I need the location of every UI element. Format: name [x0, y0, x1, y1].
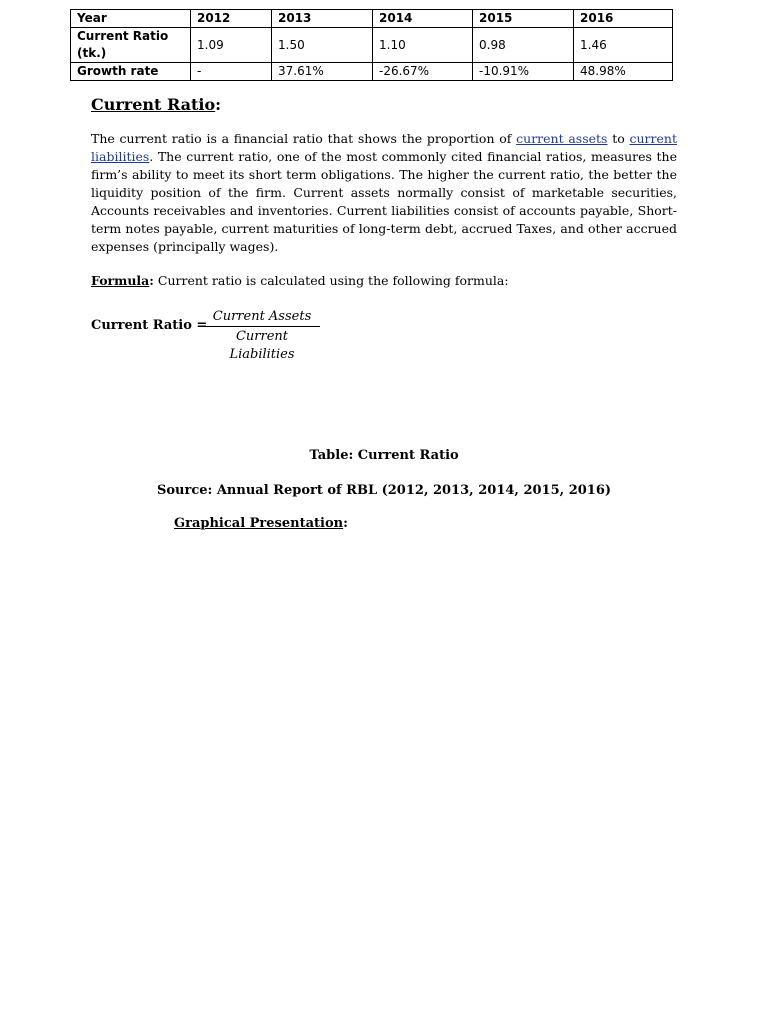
table-cell: 48.98% — [574, 63, 673, 81]
current-assets-link[interactable]: current assets — [516, 131, 608, 146]
table-title: Table: Current Ratio — [309, 448, 459, 463]
formula-label-text: Formula — [91, 273, 150, 288]
table-cell: 1.50 — [272, 28, 373, 63]
definition-paragraph — [91, 130, 677, 256]
current-liabilities-link[interactable]: current liabilities — [91, 131, 677, 164]
table-row-year — [71, 10, 673, 28]
row-label: Current Ratio (tk.) — [71, 28, 191, 63]
table-cell: 2015 — [473, 10, 574, 28]
formula-intro — [91, 272, 509, 290]
paragraph-text: to — [607, 131, 630, 146]
paragraph-text: The current ratio is a financial ratio that shows the proportion of — [91, 131, 517, 146]
table-cell: 2013 — [272, 10, 373, 28]
equation-fraction — [204, 308, 320, 364]
graph-label-colon: : — [343, 516, 348, 531]
formula-intro-text: Current ratio is calculated using the following formula: — [153, 273, 509, 288]
formula-label — [91, 273, 154, 288]
current-ratio-table — [70, 9, 673, 81]
graphical-presentation-heading — [174, 515, 348, 533]
formula-label-colon: : — [149, 273, 154, 288]
equation-lhs: Current Ratio = — [91, 318, 208, 333]
table-row-current-ratio — [71, 28, 673, 63]
section-heading — [91, 95, 221, 115]
row-label: Year — [71, 10, 191, 28]
table-cell: 1.46 — [574, 28, 673, 63]
graph-label-text: Graphical Presentation — [174, 516, 344, 531]
table-cell: 2012 — [191, 10, 272, 28]
table-cell: 2016 — [574, 10, 673, 28]
table-cell: -10.91% — [473, 63, 574, 81]
table-cell: 1.09 — [191, 28, 272, 63]
equation-denominator: Current Liabilities — [229, 329, 295, 362]
table-row-growth-rate — [71, 63, 673, 81]
row-label: Growth rate — [71, 63, 191, 81]
heading-colon: : — [215, 95, 222, 114]
heading-text: Current Ratio — [91, 95, 216, 114]
table-cell: 1.10 — [373, 28, 473, 63]
table-cell: - — [191, 63, 272, 81]
equation-numerator: Current Assets — [204, 308, 320, 327]
paragraph-text: . The current ratio, one of the most commonly cited financial ratios, measures the firm’s ability to meet its short term obligations. The higher the current ratio, the better the liquidity position of the firm. Current assets normally consist of marketable securities, Accounts receivables and inventories. Current liabilities consist of accounts payable, Short-term notes payable, current maturities of long-term debt, accrued Taxes, and other accrued expenses (principally wages). — [91, 149, 677, 254]
table-cell: -26.67% — [373, 63, 473, 81]
table-cell: 37.61% — [272, 63, 373, 81]
table-source: Source: Annual Report of RBL (2012, 2013, 2014, 2015, 2016) — [156, 483, 612, 498]
table-cell: 2014 — [373, 10, 473, 28]
table-cell: 0.98 — [473, 28, 574, 63]
